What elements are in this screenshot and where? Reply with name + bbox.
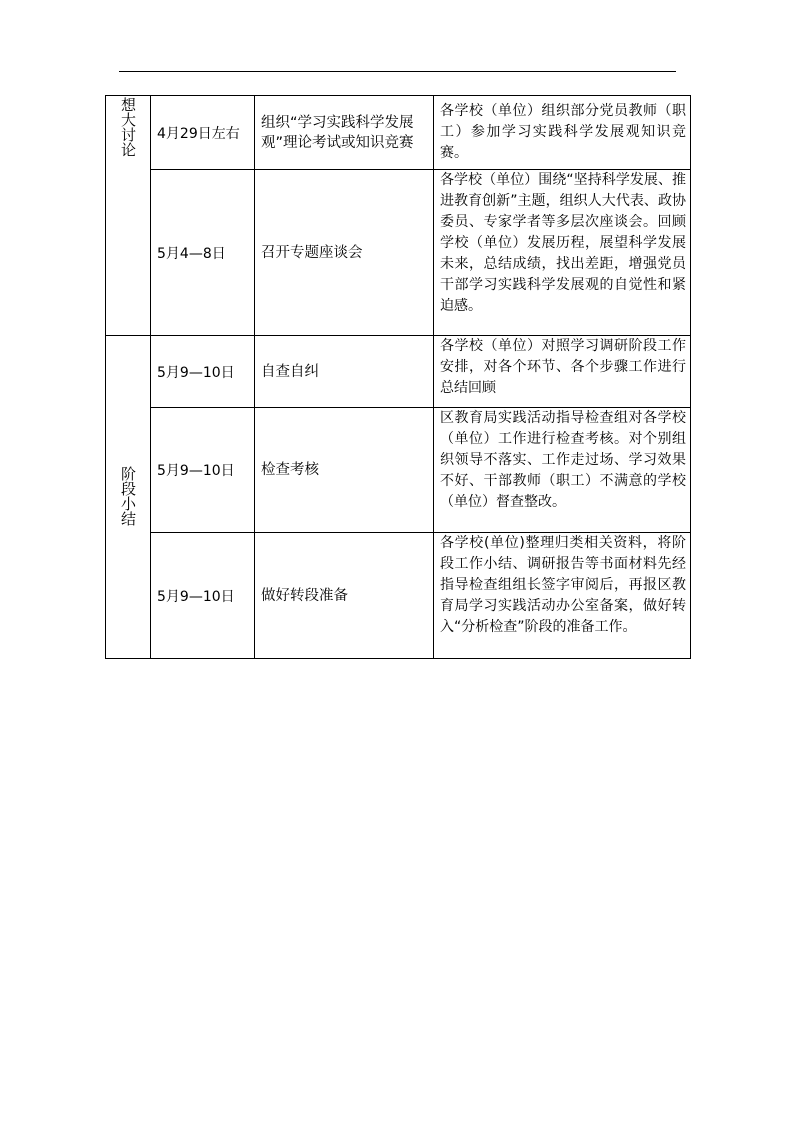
description-cell: 各学校（单位）组织部分党员教师（职工）参加学习实践科学发展观知识竞赛。	[434, 96, 691, 170]
date-cell: 5月9—10日	[151, 533, 255, 659]
activity-cell: 组织“学习实践科学发展观”理论考试或知识竞赛	[255, 96, 434, 170]
phase-cell	[106, 96, 151, 336]
description-cell: 各学校（单位）围绕“坚持科学发展、推进教育创新”主题，组织人大代表、政协委员、专家学者等多层次座谈会。回顾学校（单位）发展历程，展望科学发展未来，总结成绩，找出差距，增强党员干部学习实践科学发展观的自觉性和紧迫感。	[434, 170, 691, 336]
table-row	[106, 96, 691, 170]
table-row	[106, 533, 691, 659]
date-cell: 5月9—10日	[151, 336, 255, 408]
description-cell: 各学校(单位)整理归类相关资料，将阶段工作小结、调研报告等书面材料先经指导检查组组长签字审阅后，再报区教育局学习实践活动办公室备案，做好转入“分析检查”阶段的准备工作。	[434, 533, 691, 659]
activity-cell: 召开专题座谈会	[255, 170, 434, 336]
table-row	[106, 170, 691, 336]
activity-cell: 检查考核	[255, 408, 434, 533]
date-cell: 5月9—10日	[151, 408, 255, 533]
phase-label: 阶段小结	[119, 465, 137, 526]
description-cell: 各学校（单位）对照学习调研阶段工作安排，对各个环节、各个步骤工作进行总结回顾	[434, 336, 691, 408]
table-row	[106, 408, 691, 533]
activity-cell: 做好转段准备	[255, 533, 434, 659]
description-cell: 区教育局实践活动指导检查组对各学校（单位）工作进行检查考核。对个别组织领导不落实、工作走过场、学习效果不好、干部教师（职工）不满意的学校（单位）督查整改。	[434, 408, 691, 533]
date-cell: 4月29日左右	[151, 96, 255, 170]
table-row	[106, 336, 691, 408]
schedule-table	[105, 95, 691, 659]
header-rule	[119, 71, 676, 72]
activity-cell: 自查自纠	[255, 336, 434, 408]
date-cell: 5月4—8日	[151, 170, 255, 336]
phase-cell	[106, 336, 151, 659]
phase-label: 想大讨论	[119, 97, 137, 157]
